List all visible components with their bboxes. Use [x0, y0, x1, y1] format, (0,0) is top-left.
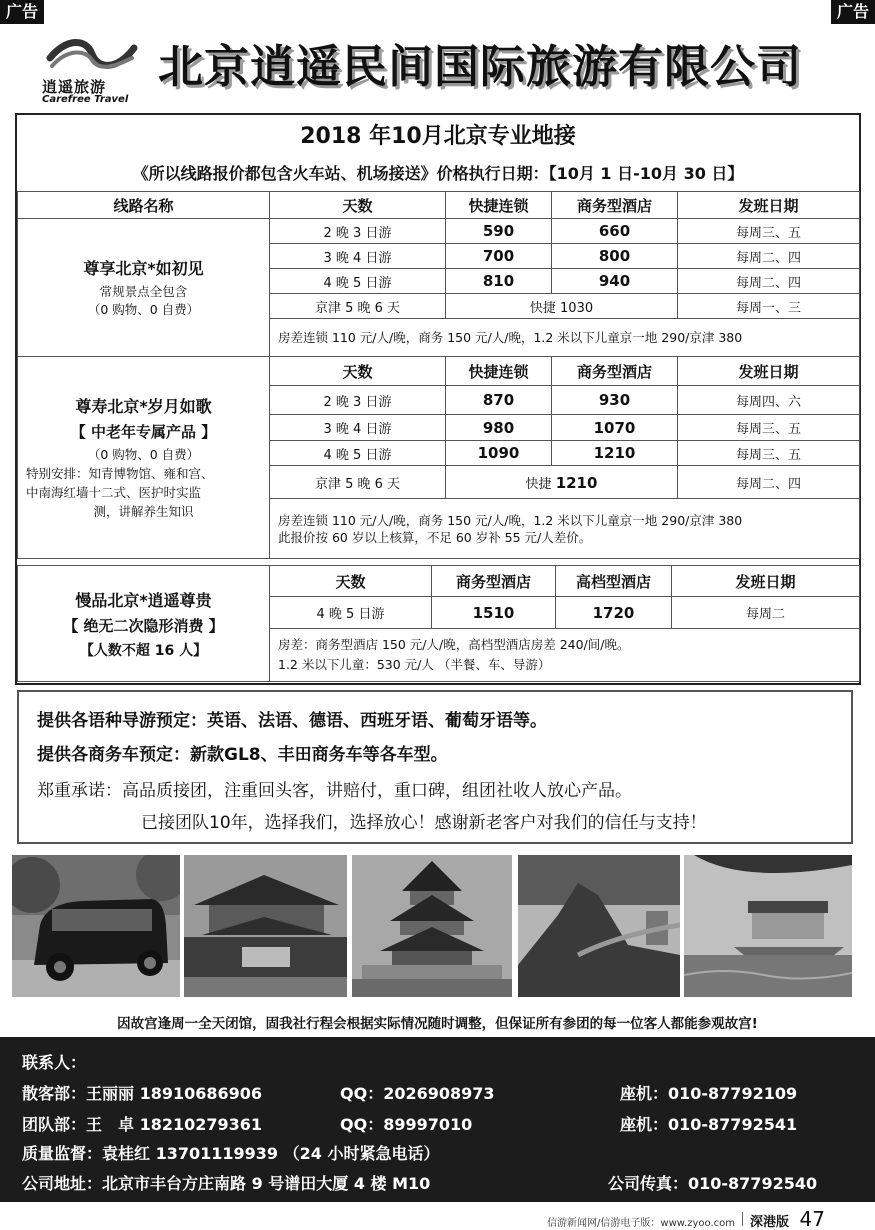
marble-boat-image-icon: [684, 855, 852, 997]
service-thanks: 已接团队10年，选择我们，选择放心！感谢新老客户对我们的信任与支持！: [141, 813, 707, 833]
photo-tiananmen: [184, 855, 347, 997]
route3-business: 1510: [432, 597, 556, 629]
header-business: 商务型酒店: [552, 357, 678, 386]
service-promise: 郑重承诺：高品质接团，注重回头客，讲赔付，重口碑，组团社收人放心产品。: [37, 781, 632, 801]
table-row: [18, 219, 860, 244]
route2-desc: （0 购物、0 自费）: [87, 447, 200, 462]
header-departure: 发班日期: [678, 357, 860, 386]
route2-departure: 每周三、五: [678, 441, 860, 466]
route1-business: 940: [552, 269, 678, 294]
header-days: 天数: [270, 192, 446, 219]
main-title: 2018 年10月北京专业地接: [300, 124, 576, 149]
route3-days: 4 晚 5 日游: [270, 597, 432, 629]
route2-express: 870: [446, 386, 552, 415]
sub-title: 《所以线路报价都包含火车站、机场接送》价格执行日期：【10月 1 日-10月 30 日】: [132, 164, 744, 183]
route3-limit: 【人数不超 16 人】: [79, 642, 208, 659]
table-header-row: [18, 566, 860, 597]
route1-days: 2 晚 3 日游: [270, 219, 446, 244]
header-express: 快捷连锁: [446, 192, 552, 219]
contact-group: 团队部：王 卓 18210279361: [22, 1115, 263, 1134]
header-departure: 发班日期: [678, 192, 860, 219]
photo-great-wall: [518, 855, 680, 997]
route1-express: 590: [446, 219, 552, 244]
tiananmen-image-icon: [184, 855, 347, 997]
route2-business: 1070: [552, 415, 678, 441]
route3-tag: 【 绝无二次隐形消费 】: [63, 616, 224, 635]
van-image-icon: [12, 855, 180, 997]
route3-header-business: 商务型酒店: [432, 566, 556, 597]
route2-express: 1090: [446, 441, 552, 466]
route2-jinjin-departure: 每周二、四: [678, 466, 860, 499]
route1-departure: 每周二、四: [678, 244, 860, 269]
route2-business: 1210: [552, 441, 678, 466]
route3-premium: 1720: [556, 597, 672, 629]
route1-jinjin-price: 快捷 1030: [446, 294, 678, 319]
route1-desc2: （0 购物、0 自费）: [87, 302, 200, 317]
footer-divider: [742, 1212, 743, 1226]
route3-departure: 每周二: [672, 597, 860, 629]
route2-departure: 每周四、六: [678, 386, 860, 415]
company-logo: [38, 36, 148, 106]
table-header-row: [18, 357, 860, 386]
route2-business: 930: [552, 386, 678, 415]
contact-fax: 公司传真：010-87792540: [608, 1174, 818, 1193]
route3-header-days: 天数: [270, 566, 432, 597]
contact-address: 公司地址：北京市丰台方庄南路 9 号谱田大厦 4 楼 M10: [22, 1174, 431, 1193]
service-vehicles: 提供各商务车预定：新款GL8、丰田商务车等各车型。: [37, 745, 448, 765]
contact-quality: 质量监督：袁桂红 13701119939 （24 小时紧急电话）: [22, 1144, 440, 1163]
route2-jinjin-prefix: 快捷: [525, 476, 556, 492]
route1-days: 4 晚 5 日游: [270, 269, 446, 294]
route2-note2: 此报价按 60 岁以上核算，不足 60 岁补 55 元/人差价。: [278, 529, 592, 545]
route1-express: 810: [446, 269, 552, 294]
header-express: 快捷连锁: [446, 357, 552, 386]
route1-business: 660: [552, 219, 678, 244]
great-wall-image-icon: [518, 855, 680, 997]
contact-group-phone: 座机：010-87792541: [620, 1115, 798, 1134]
route1-jinjin-days: 京津 5 晚 6 天: [270, 294, 446, 319]
contact-title: 联系人：: [22, 1053, 87, 1072]
photo-van: [12, 855, 180, 997]
contact-panel: [0, 1037, 875, 1202]
footer-source: 信游新闻网/信游电子版：www.zyoo.com: [547, 1218, 735, 1229]
route2-express: 980: [446, 415, 552, 441]
temple-image-icon: [352, 855, 512, 997]
route3-cell: [18, 566, 270, 682]
routes-table: [17, 191, 860, 559]
route2-days: 2 晚 3 日游: [270, 386, 446, 415]
route3-name: 慢品北京*逍遥尊贵: [75, 590, 212, 610]
route1-departure: 每周二、四: [678, 269, 860, 294]
route3-note2: 1.2 米以下儿童：530 元/人 （半餐、车、导游）: [278, 657, 551, 672]
price-table-box: [15, 113, 861, 685]
page-number: 47: [799, 1207, 825, 1230]
route2-cell: [18, 357, 270, 559]
ad-label-right: 广告: [831, 0, 875, 24]
header: [38, 30, 848, 106]
services-box: [17, 690, 853, 844]
header-days: 天数: [270, 357, 446, 386]
footer-edition: 深港版: [749, 1215, 789, 1230]
route3-header-departure: 发班日期: [672, 566, 860, 597]
route2-jinjin-price: [446, 466, 678, 499]
route3-header-premium: 高档型酒店: [556, 566, 672, 597]
route2-days: 4 晚 5 日游: [270, 441, 446, 466]
route3-note: [270, 629, 860, 682]
route1-name: 尊享北京*如初见: [83, 259, 204, 278]
logo-swoosh-icon: [46, 36, 138, 76]
route1-jinjin-departure: 每周一、三: [678, 294, 860, 319]
route1-business: 800: [552, 244, 678, 269]
contact-group-qq: QQ：89997010: [340, 1115, 473, 1134]
route3-note1: 房差：商务型酒店 150 元/人/晚，高档型酒店房差 240/间/晚。: [278, 637, 630, 652]
logo-cn-text: 逍遥旅游: [42, 78, 107, 96]
route2-tag: 【 中老年专属产品 】: [70, 423, 217, 441]
route2-special: 特别安排：知青博物馆、雍和宫、: [26, 466, 214, 481]
route3-table: [17, 565, 860, 682]
photo-temple-of-heaven: [352, 855, 512, 997]
route1-cell: [18, 219, 270, 357]
route2-jinjin-value: 1210: [555, 473, 598, 492]
route2-days: 3 晚 4 日游: [270, 415, 446, 441]
ad-label-left: 广告: [0, 0, 44, 24]
photo-strip: [12, 855, 852, 997]
route1-desc1: 常规景点全包含: [99, 284, 188, 299]
contact-retail-phone: 座机：010-87792109: [620, 1084, 798, 1103]
route1-express: 700: [446, 244, 552, 269]
company-name: 北京逍遥民间国际旅游有限公司: [158, 40, 803, 93]
page-footer: [0, 1204, 875, 1230]
route2-note: [270, 499, 860, 559]
contact-retail-qq: QQ：2026908973: [340, 1084, 495, 1103]
route1-departure: 每周三、五: [678, 219, 860, 244]
route2-special2: 中南海红墙十二式、医护时实监: [26, 485, 202, 500]
photo-marble-boat: [684, 855, 852, 997]
header-business: 商务型酒店: [552, 192, 678, 219]
route2-name: 尊寿北京*岁月如歌: [75, 397, 212, 416]
logo-en-text: Carefree Travel: [42, 94, 129, 105]
contact-retail: 散客部：王丽丽 18910686906: [22, 1084, 263, 1103]
route2-special3: 测，讲解养生知识: [93, 504, 194, 519]
palace-notice: 因故宫逢周一全天闭馆，固我社行程会根据实际情况随时调整，但保证所有参团的每一位客人都能参观故宫!: [117, 1016, 758, 1032]
service-guides: 提供各语种导游预定：英语、法语、德语、西班牙语、葡萄牙语等。: [37, 711, 547, 731]
table-header-row: [18, 192, 860, 219]
header-route: 线路名称: [18, 192, 270, 219]
route2-jinjin-days: 京津 5 晚 6 天: [270, 466, 446, 499]
route2-note1: 房差连锁 110 元/人/晚，商务 150 元/人/晚，1.2 米以下儿童京一地 290/京津 380: [278, 512, 743, 528]
route1-days: 3 晚 4 日游: [270, 244, 446, 269]
route1-note: 房差连锁 110 元/人/晚，商务 150 元/人/晚，1.2 米以下儿童京一地 290/京津 380: [270, 319, 860, 357]
route2-departure: 每周三、五: [678, 415, 860, 441]
